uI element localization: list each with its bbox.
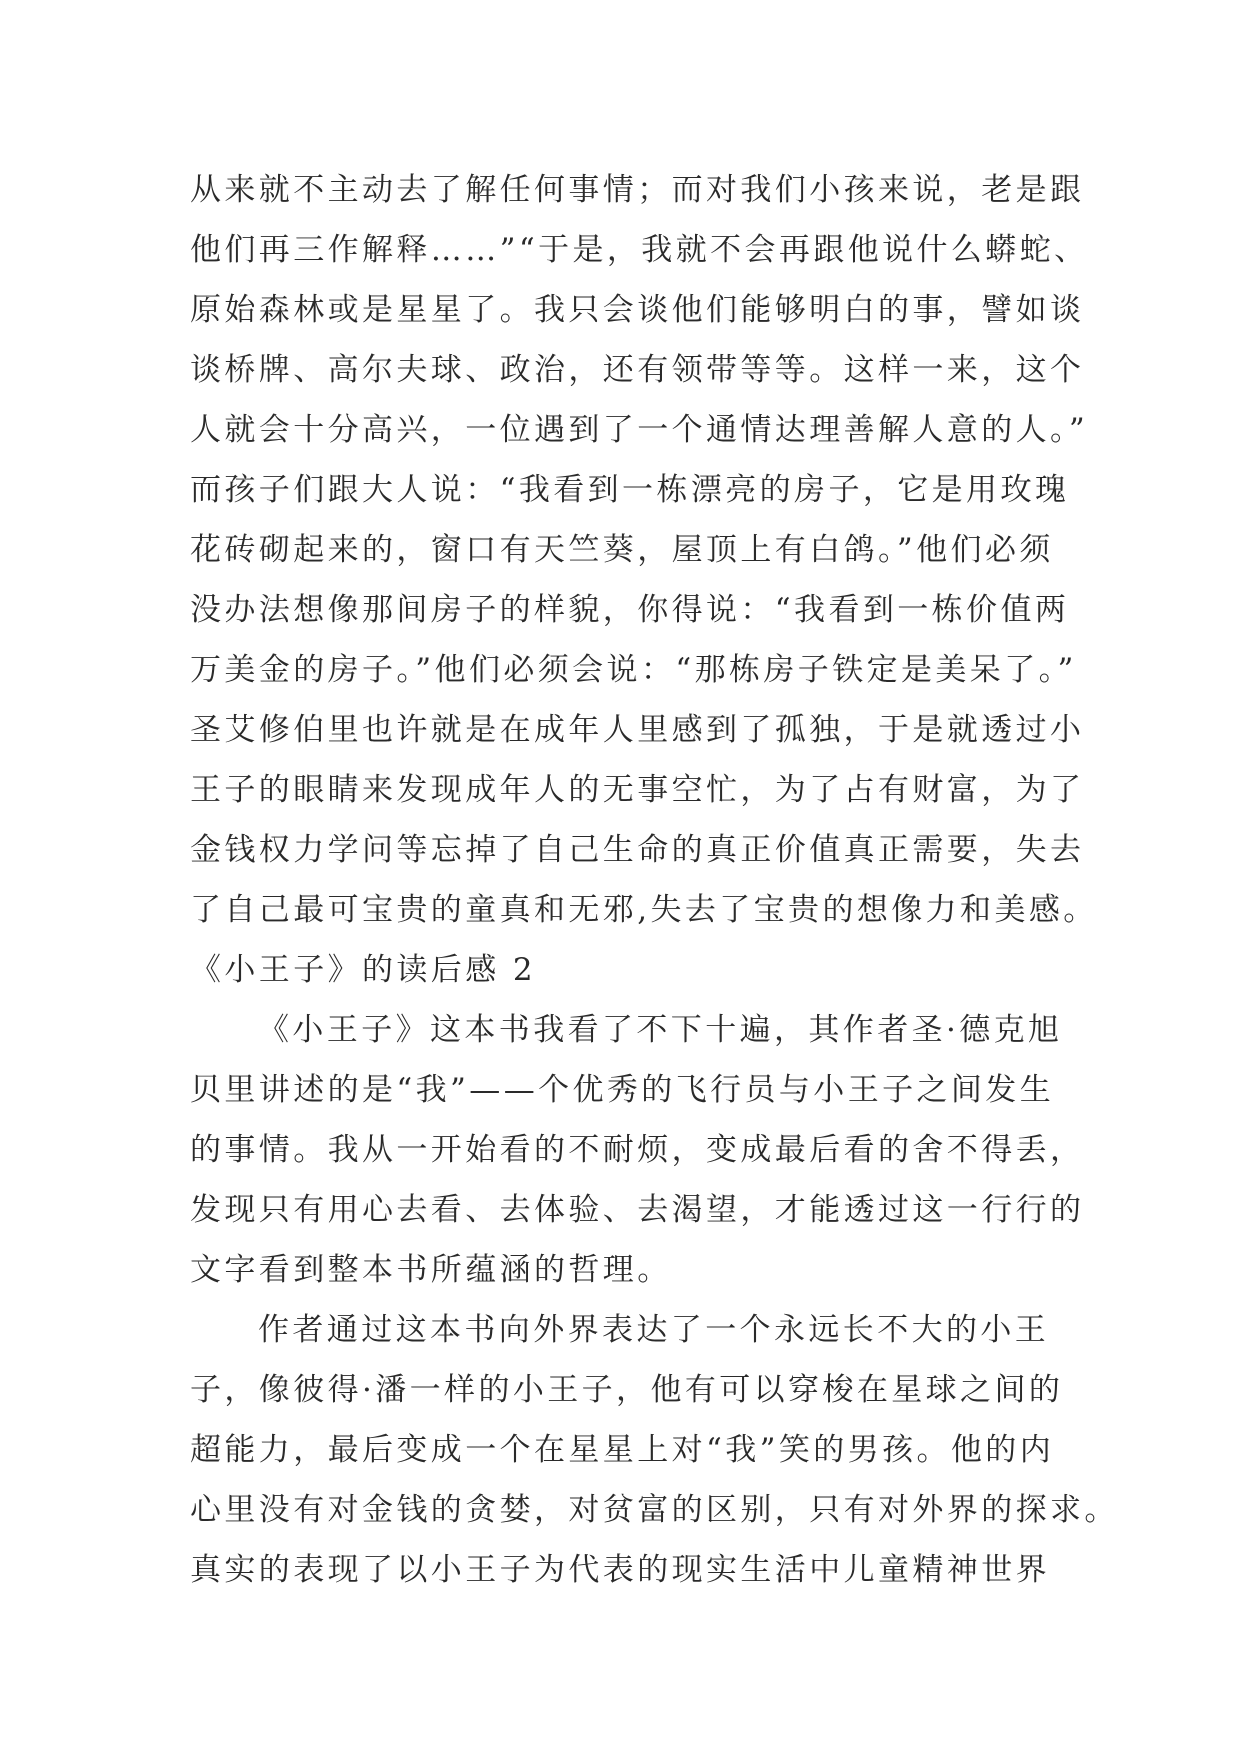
- text-line: 而孩子们跟大人说：“我看到一栋漂亮的房子，它是用玫瑰: [190, 472, 1070, 508]
- text-line: 花砖砌起来的，窗口有天竺葵，屋顶上有白鸽。”他们必须: [190, 532, 1054, 568]
- text-line: 超能力，最后变成一个在星星上对“我”笑的男孩。他的内: [190, 1432, 1055, 1468]
- text-line: 原始森林或是星星了。我只会谈他们能够明白的事，譬如谈: [190, 292, 1085, 328]
- text-line: 作者通过这本书向外界表达了一个永远长不大的小王: [258, 1312, 1050, 1348]
- text-line: 了自己最可宝贵的童真和无邪,失去了宝贵的想像力和美感。: [190, 892, 1098, 928]
- text-line: 王子的眼睛来发现成年人的无事空忙，为了占有财富，为了: [190, 772, 1085, 808]
- text-line: 的事情。我从一开始看的不耐烦，变成最后看的舍不得丢，: [190, 1132, 1085, 1168]
- text-line: 圣艾修伯里也许就是在成年人里感到了孤独，于是就透过小: [190, 712, 1085, 748]
- text-line: 贝里讲述的是“我”——个优秀的飞行员与小王子之间发生: [190, 1072, 1055, 1108]
- text-line: 发现只有用心去看、去体验、去渴望，才能透过这一行行的: [190, 1192, 1085, 1228]
- text-line: 没办法想像那间房子的样貌，你得说：“我看到一栋价值两: [190, 592, 1070, 628]
- text-line: 金钱权力学问等忘掉了自己生命的真正价值真正需要，失去: [190, 832, 1085, 868]
- text-line: 子，像彼得·潘一样的小王子，他有可以穿梭在星球之间的: [190, 1372, 1064, 1408]
- text-line: 心里没有对金钱的贪婪，对贫富的区别，只有对外界的探求。: [190, 1492, 1119, 1528]
- text-line: 从来就不主动去了解任何事情；而对我们小孩来说，老是跟: [190, 172, 1085, 208]
- text-line: 他们再三作解释……”“于是，我就不会再跟他说什么蟒蛇、: [190, 232, 1089, 268]
- text-line: 谈桥牌、高尔夫球、政治，还有领带等等。这样一来，这个: [190, 352, 1085, 388]
- text-line: 文字看到整本书所蕴涵的哲理。: [190, 1252, 672, 1288]
- document-body: [190, 160, 1119, 1600]
- text-line: 人就会十分高兴，一位遇到了一个通情达理善解人意的人。”: [190, 412, 1089, 448]
- text-line: 万美金的房子。”他们必须会说：“那栋房子铁定是美呆了。”: [190, 652, 1077, 688]
- section-heading: 《小王子》的读后感 2: [190, 952, 536, 988]
- text-line: 真实的表现了以小王子为代表的现实生活中儿童精神世界: [190, 1552, 1050, 1588]
- text-line: 《小王子》这本书我看了不下十遍，其作者圣·德克旭: [258, 1012, 1063, 1048]
